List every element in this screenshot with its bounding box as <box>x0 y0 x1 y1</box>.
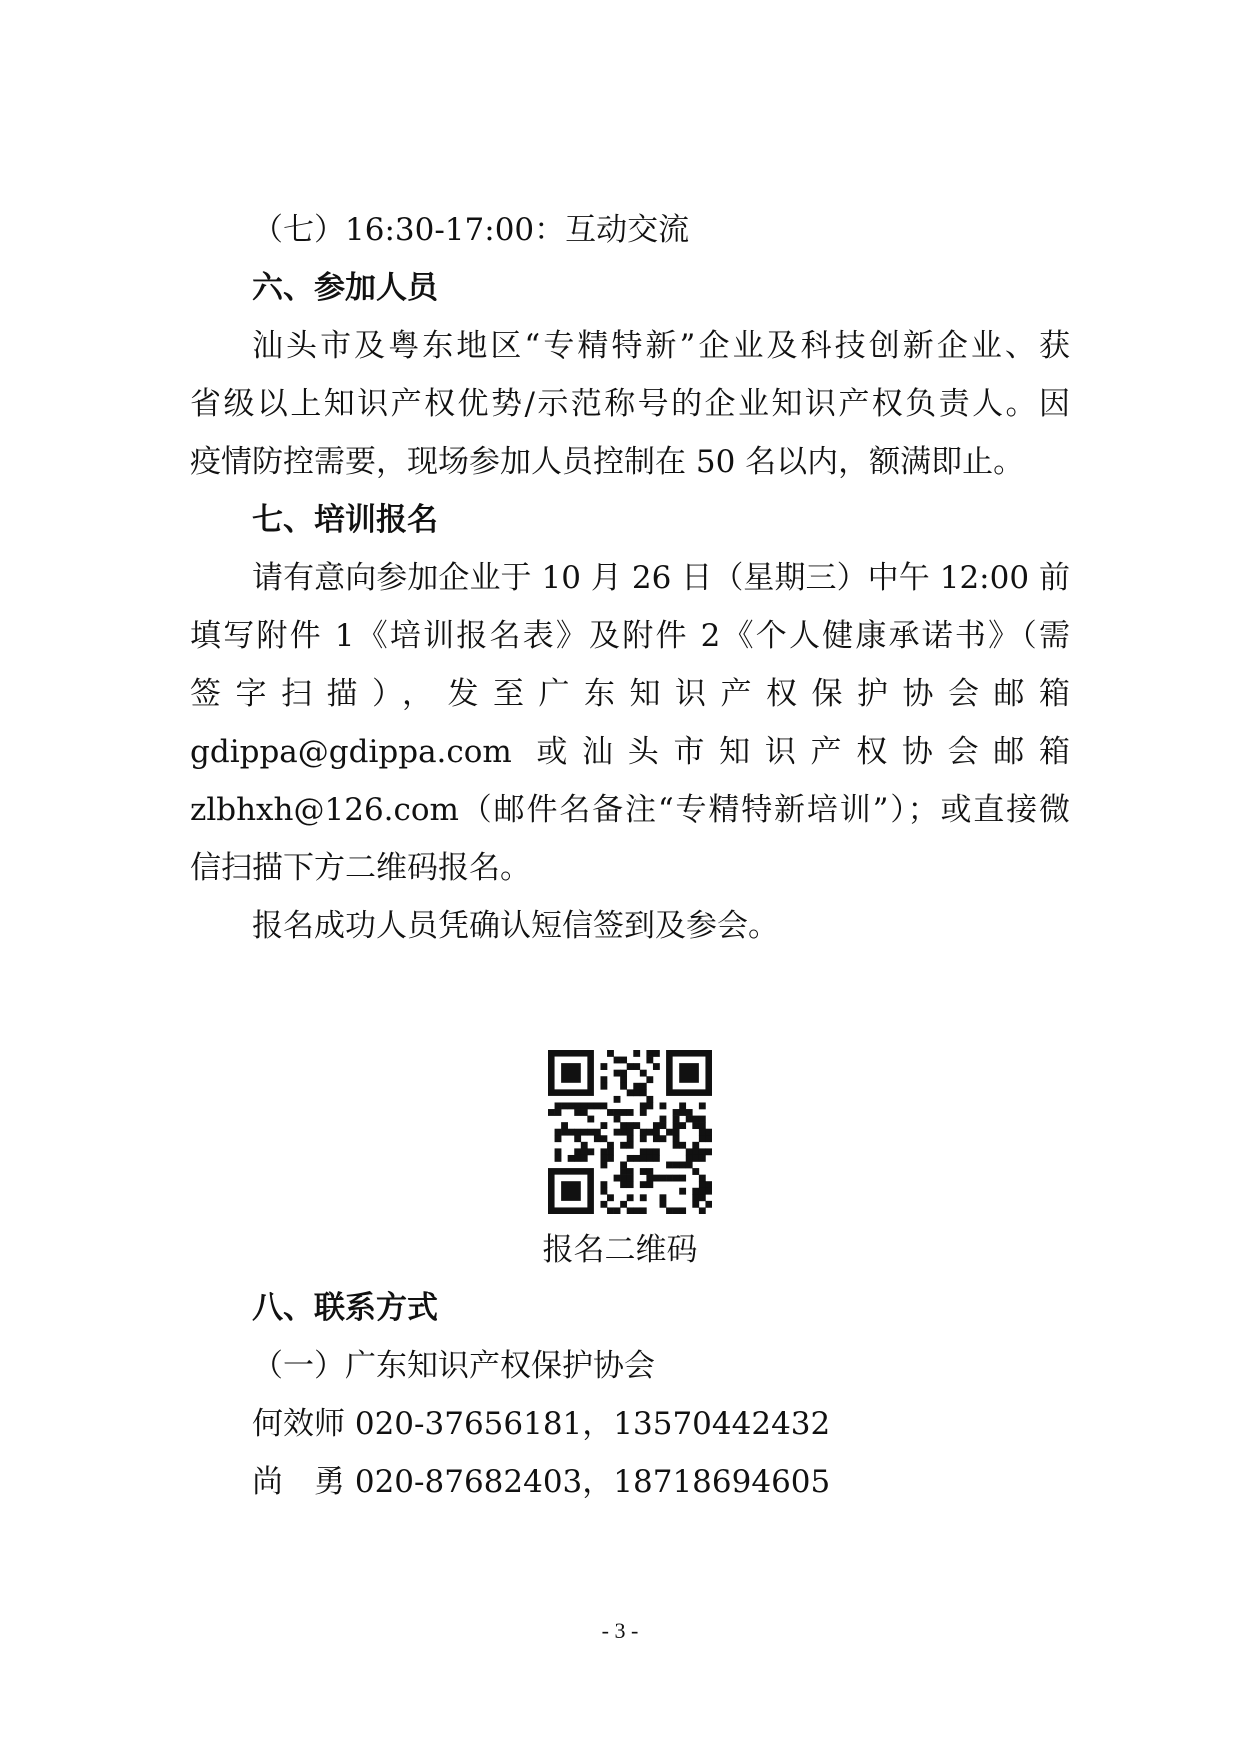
section-7-line-3: 签字扫描），发至广东知识产权保护协会邮箱 <box>190 676 1070 712</box>
page-number: - 3 - <box>601 1618 639 1643</box>
section-7-heading: 七、培训报名 <box>252 502 438 538</box>
section-7-note: 报名成功人员凭确认短信签到及参会。 <box>252 908 779 944</box>
section-6-line-1: 汕头市及粤东地区“专精特新”企业及科技创新企业、获 <box>252 328 1070 364</box>
section-7-line-1: 请有意向参加企业于 10 月 26 日（星期三）中午 12:00 前 <box>252 560 1070 596</box>
section-8-heading: 八、联系方式 <box>252 1290 438 1326</box>
section-6-line-3: 疫情防控需要，现场参加人员控制在 50 名以内，额满即止。 <box>190 444 1025 480</box>
section-7-line-5: zlbhxh@126.com（邮件名备注“专精特新培训”）；或直接微 <box>190 792 1070 828</box>
registration-qr-code <box>548 1050 712 1214</box>
contact-2: 尚 勇 020-87682403，18718694605 <box>252 1464 831 1500</box>
contact-1: 何效师 020-37656181，13570442432 <box>252 1406 831 1442</box>
section-7-line-4: gdippa@gdippa.com 或汕头市知识产权协会邮箱 <box>190 734 1070 770</box>
section-6-line-2: 省级以上知识产权优势/示范称号的企业知识产权负责人。因 <box>190 386 1070 422</box>
contact-org: （一）广东知识产权保护协会 <box>252 1348 655 1384</box>
section-6-heading: 六、参加人员 <box>252 270 438 306</box>
section-7-line-6: 信扫描下方二维码报名。 <box>190 850 531 886</box>
schedule-item-7: （七）16:30-17:00：互动交流 <box>252 212 690 248</box>
qr-caption: 报名二维码 <box>542 1232 698 1268</box>
section-7-line-2: 填写附件 1《培训报名表》及附件 2《个人健康承诺书》（需 <box>190 618 1070 654</box>
